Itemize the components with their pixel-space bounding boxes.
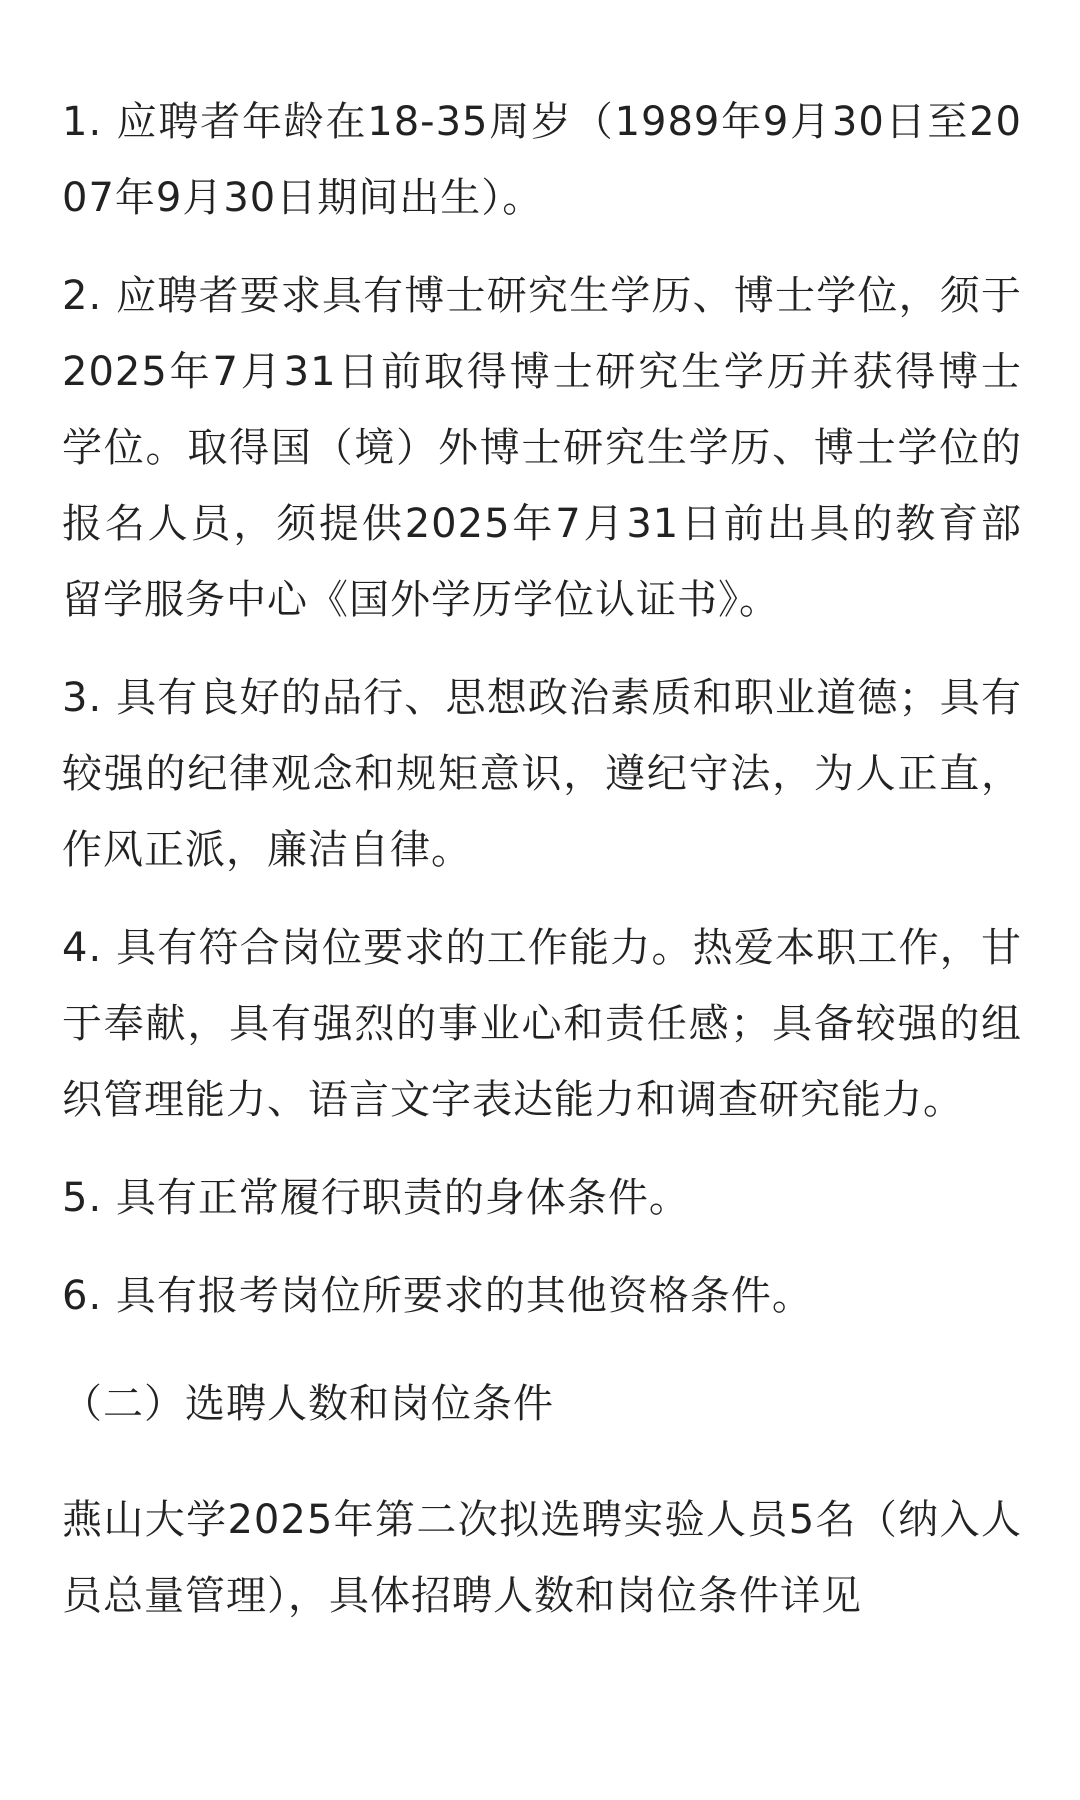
closing-paragraph: 燕山大学2025年第二次拟选聘实验人员5名（纳入人员总量管理），具体招聘人数和岗位条件详见 bbox=[62, 1497, 1022, 1619]
requirement-paragraph-3: 3. 具有良好的品行、思想政治素质和职业道德；具有较强的纪律观念和规矩意识，遵纪守法，为人正直，作风正派，廉洁自律。 bbox=[62, 675, 1022, 873]
requirement-paragraph-1: 1. 应聘者年龄在18-35周岁（1989年9月30日至2007年9月30日期间出生）。 bbox=[62, 99, 1022, 221]
article-body bbox=[62, 84, 1022, 1656]
requirement-paragraph-2: 2. 应聘者要求具有博士研究生学历、博士学位，须于2025年7月31日前取得博士研究生学历并获得博士学位。取得国（境）外博士研究生学历、博士学位的报名人员，须提供2025年7月31日前出具的教育部留学服务中心《国外学历学位认证书》。 bbox=[62, 273, 1022, 623]
requirement-paragraph-5: 5. 具有正常履行职责的身体条件。 bbox=[62, 1175, 690, 1221]
section-heading: （二）选聘人数和岗位条件 bbox=[62, 1381, 554, 1427]
requirement-paragraph-6: 6. 具有报考岗位所要求的其他资格条件。 bbox=[62, 1273, 813, 1319]
requirement-paragraph-4: 4. 具有符合岗位要求的工作能力。热爱本职工作，甘于奉献，具有强烈的事业心和责任感；具备较强的组织管理能力、语言文字表达能力和调查研究能力。 bbox=[62, 925, 1022, 1123]
